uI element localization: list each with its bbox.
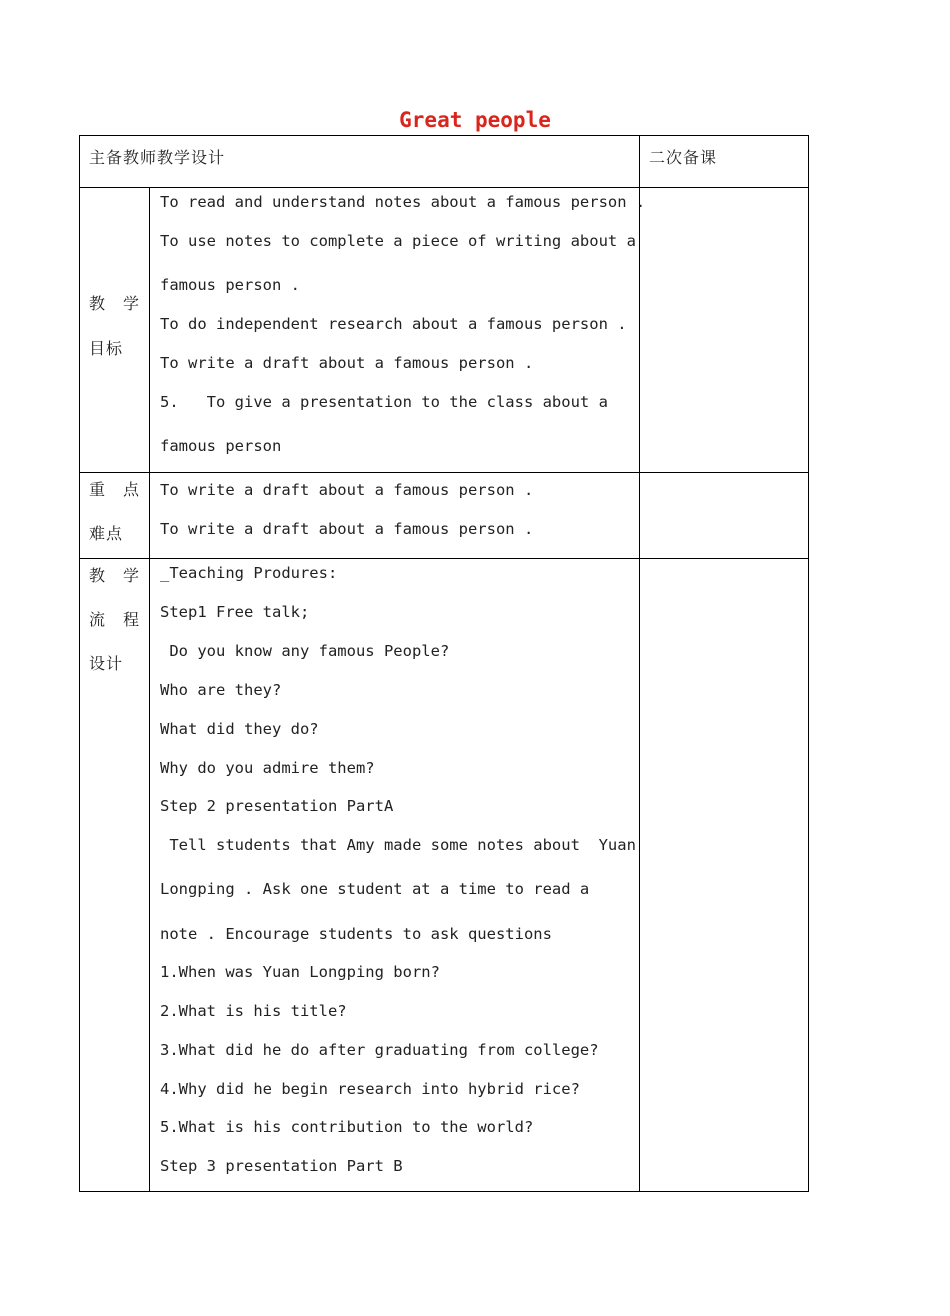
lesson-plan-table <box>79 135 809 1192</box>
process-line: 4.Why did he begin research into hybrid rice? <box>160 1080 580 1098</box>
table-border-left <box>79 135 80 1192</box>
process-line: Step 3 presentation Part B <box>160 1157 403 1175</box>
process-label-line2: 流 程 <box>89 610 141 629</box>
key-points-text <box>160 481 630 551</box>
objectives-text <box>160 193 646 468</box>
header-second-prep: 二次备课 <box>649 148 718 167</box>
key-point-line: To write a draft about a famous person . <box>160 520 534 538</box>
objective-line: To do independent research about a famous person . <box>160 315 627 333</box>
process-line: Why do you admire them? <box>160 759 375 777</box>
column-divider <box>149 187 150 1192</box>
row-divider <box>79 558 809 559</box>
column-divider <box>639 135 640 1192</box>
objective-line: To write a draft about a famous person . <box>160 354 534 372</box>
process-line: Tell students that Amy made some notes about Yuan <box>160 836 636 854</box>
key-points-label-line1: 重 点 <box>89 480 141 499</box>
process-line: What did they do? <box>160 720 319 738</box>
row-divider <box>79 472 809 473</box>
process-line: 1.When was Yuan Longping born? <box>160 963 440 981</box>
process-line: Who are they? <box>160 681 282 699</box>
process-line: Longping . Ask one student at a time to read a <box>160 880 590 898</box>
objective-line: famous person <box>160 437 282 455</box>
table-border-bottom <box>79 1191 809 1192</box>
process-label-line3: 设计 <box>89 654 124 673</box>
process-line: _Teaching Produres: <box>160 564 338 582</box>
row-divider <box>79 187 809 188</box>
objectives-label-line1: 教 学 <box>89 294 141 313</box>
header-main-designer: 主备教师教学设计 <box>89 148 226 167</box>
objective-line: famous person . <box>160 276 300 294</box>
table-border-right <box>808 135 809 1192</box>
document-title: Great people <box>399 108 551 132</box>
process-label-line1: 教 学 <box>89 566 141 585</box>
table-border-top <box>79 135 809 136</box>
key-point-line: To write a draft about a famous person . <box>160 481 534 499</box>
objectives-label-line2: 目标 <box>89 339 124 358</box>
process-line: 2.What is his title? <box>160 1002 347 1020</box>
objective-line: 5. To give a presentation to the class about a <box>160 393 608 411</box>
process-line: Step 2 presentation PartA <box>160 797 394 815</box>
objective-line: To use notes to complete a piece of writing about a <box>160 232 636 250</box>
process-text <box>160 564 636 1184</box>
key-points-label-line2: 难点 <box>89 524 124 543</box>
process-line: 3.What did he do after graduating from college? <box>160 1041 599 1059</box>
process-line: Do you know any famous People? <box>160 642 450 660</box>
objective-line: To read and understand notes about a famous person . <box>160 193 646 211</box>
process-line: 5.What is his contribution to the world? <box>160 1118 534 1136</box>
process-line: Step1 Free talk; <box>160 603 310 621</box>
process-line: note . Encourage students to ask questions <box>160 925 552 943</box>
